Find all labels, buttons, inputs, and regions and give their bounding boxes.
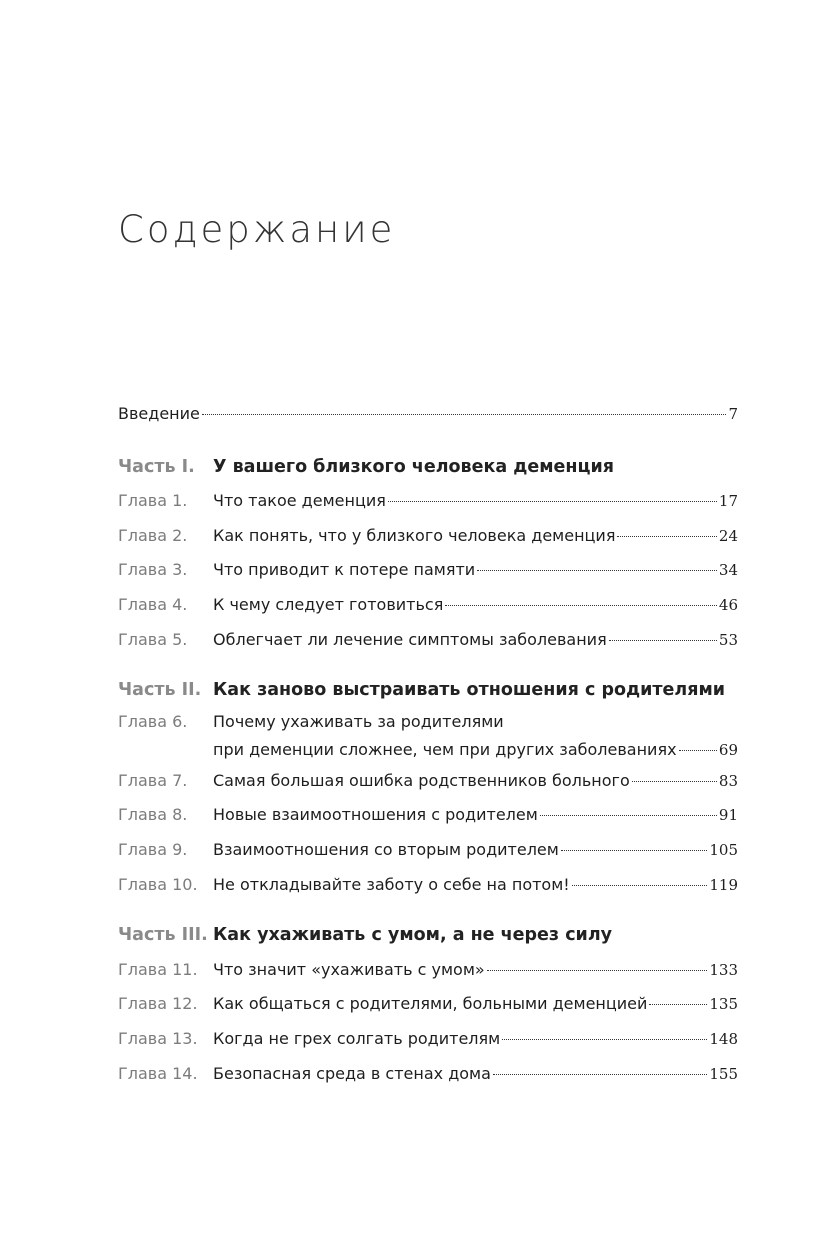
page-title: Содержание xyxy=(118,208,396,251)
toc-entry-chapter-12[interactable] xyxy=(118,987,738,1022)
page-number: 24 xyxy=(718,526,738,545)
toc-entry-chapter-14[interactable] xyxy=(118,1057,738,1092)
dot-leader xyxy=(609,640,717,641)
chapter-label: Глава 14. xyxy=(118,1063,198,1083)
toc-entry-chapter-5[interactable] xyxy=(118,623,738,658)
part-label: Часть II. xyxy=(118,680,202,701)
chapter-label: Глава 8. xyxy=(118,805,188,825)
page-number: 17 xyxy=(718,492,738,511)
dot-leader xyxy=(445,605,717,606)
entry-title: Как общаться с родителями, больными деменцией xyxy=(213,994,648,1014)
page-number: 7 xyxy=(728,405,738,423)
entry-title: Новые взаимоотношения с родителем xyxy=(213,805,538,825)
dot-leader xyxy=(679,750,717,751)
toc-entry-chapter-9[interactable] xyxy=(118,833,738,868)
dot-leader xyxy=(632,781,717,782)
dot-leader xyxy=(617,536,716,537)
entry-title-line-1: Почему ухаживать за родителями xyxy=(213,711,504,731)
page-number: 119 xyxy=(709,875,738,894)
table-of-contents xyxy=(118,397,738,1091)
chapter-label: Глава 12. xyxy=(118,994,198,1014)
part-title: Как заново выстраивать отношения с родителями xyxy=(213,680,726,701)
page-number: 135 xyxy=(709,995,738,1014)
toc-entry-intro[interactable] xyxy=(118,397,738,432)
page-number: 148 xyxy=(709,1029,738,1048)
part-label: Часть I. xyxy=(118,456,195,477)
chapter-label: Глава 6. xyxy=(118,711,188,731)
chapter-label: Глава 10. xyxy=(118,874,198,894)
toc-entry-chapter-1[interactable] xyxy=(118,484,738,519)
toc-entry-chapter-3[interactable] xyxy=(118,553,738,588)
dot-leader xyxy=(561,850,708,851)
chapter-label: Глава 7. xyxy=(118,770,188,790)
chapter-label: Глава 2. xyxy=(118,525,188,545)
toc-entry-chapter-10[interactable] xyxy=(118,868,738,903)
dot-leader xyxy=(487,970,708,971)
chapter-label: Глава 13. xyxy=(118,1028,198,1048)
part-title: Как ухаживать с умом, а не через силу xyxy=(213,925,613,946)
entry-title: Самая большая ошибка родственников больного xyxy=(213,770,630,790)
dot-leader xyxy=(502,1039,707,1040)
entry-title: Не откладывайте заботу о себе на потом! xyxy=(213,874,570,894)
page-number: 91 xyxy=(718,806,738,825)
part-heading-3[interactable] xyxy=(118,918,738,953)
chapter-label: Глава 9. xyxy=(118,839,188,859)
page-number: 133 xyxy=(709,960,738,979)
entry-title: Что приводит к потере памяти xyxy=(213,560,476,580)
entry-title: Когда не грех солгать родителям xyxy=(213,1028,501,1048)
chapter-label: Глава 4. xyxy=(118,594,188,614)
entry-title: К чему следует готовиться xyxy=(213,594,444,614)
toc-entry-chapter-6[interactable] xyxy=(118,708,738,764)
page-number: 105 xyxy=(709,840,738,859)
page-number: 69 xyxy=(718,740,738,759)
toc-entry-chapter-11[interactable] xyxy=(118,953,738,988)
part-label: Часть III. xyxy=(118,925,208,946)
page-number: 53 xyxy=(718,630,738,649)
chapter-label: Глава 3. xyxy=(118,560,188,580)
page-number: 34 xyxy=(718,561,738,580)
entry-title-line-2: при деменции сложнее, чем при других заболеваниях xyxy=(213,739,677,759)
dot-leader xyxy=(477,570,717,571)
toc-entry-chapter-4[interactable] xyxy=(118,588,738,623)
chapter-label: Глава 5. xyxy=(118,629,188,649)
part-heading-1[interactable] xyxy=(118,450,738,485)
entry-title: Как понять, что у близкого человека деменция xyxy=(213,525,616,545)
entry-title: Облегчает ли лечение симптомы заболевания xyxy=(213,629,607,649)
part-heading-2[interactable] xyxy=(118,673,738,708)
entry-title: Что значит «ухаживать с умом» xyxy=(213,959,485,979)
toc-entry-chapter-7[interactable] xyxy=(118,764,738,799)
toc-entry-chapter-8[interactable] xyxy=(118,798,738,833)
dot-leader xyxy=(540,815,717,816)
dot-leader xyxy=(202,414,727,415)
dot-leader xyxy=(572,885,708,886)
chapter-label: Глава 1. xyxy=(118,491,188,511)
dot-leader xyxy=(649,1004,707,1005)
page-number: 83 xyxy=(718,771,738,790)
entry-title: Введение xyxy=(118,404,200,423)
dot-leader xyxy=(493,1074,707,1075)
toc-entry-chapter-2[interactable] xyxy=(118,519,738,554)
entry-title: Безопасная среда в стенах дома xyxy=(213,1063,491,1083)
part-title: У вашего близкого человека деменция xyxy=(213,456,614,477)
toc-entry-chapter-13[interactable] xyxy=(118,1022,738,1057)
dot-leader xyxy=(388,501,717,502)
page-number: 155 xyxy=(709,1064,738,1083)
chapter-label: Глава 11. xyxy=(118,959,198,979)
page-number: 46 xyxy=(718,595,738,614)
entry-title: Что такое деменция xyxy=(213,491,386,511)
entry-title: Взаимоотношения со вторым родителем xyxy=(213,839,559,859)
